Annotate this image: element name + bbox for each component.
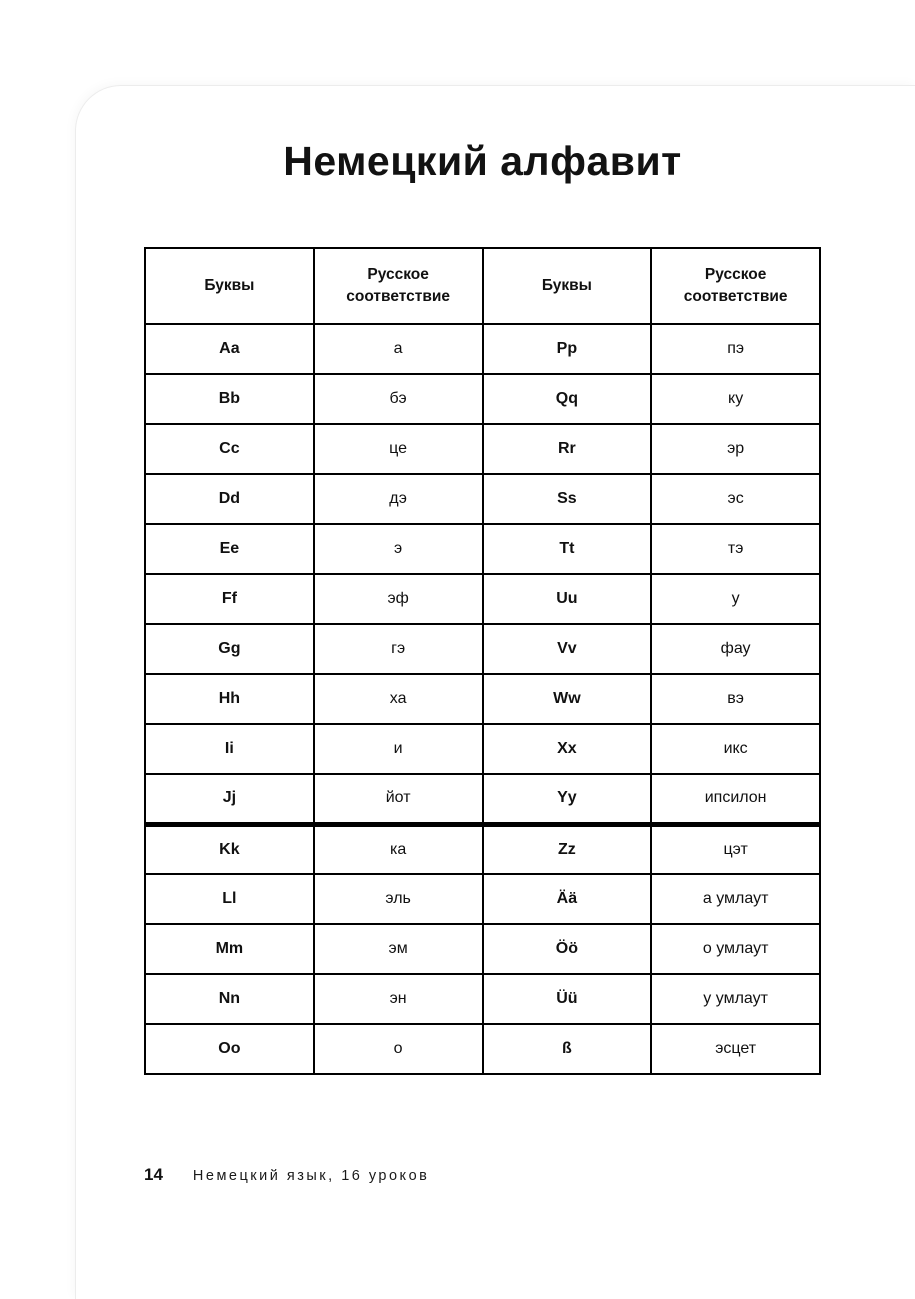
pronunciation-cell: эф <box>314 574 483 624</box>
letter-cell: Mm <box>145 924 314 974</box>
table-row <box>145 924 820 974</box>
letter-cell: Ii <box>145 724 314 774</box>
letter-cell: Rr <box>483 424 652 474</box>
table-row <box>145 474 820 524</box>
pronunciation-cell: бэ <box>314 374 483 424</box>
pronunciation-cell: ха <box>314 674 483 724</box>
pronunciation-cell: эм <box>314 924 483 974</box>
pronunciation-cell: йот <box>314 774 483 824</box>
pronunciation-cell: у <box>651 574 820 624</box>
page-footer <box>144 1165 821 1185</box>
letter-cell: Oo <box>145 1024 314 1074</box>
letter-cell: Pp <box>483 324 652 374</box>
letter-cell: Hh <box>145 674 314 724</box>
pronunciation-cell: пэ <box>651 324 820 374</box>
pronunciation-cell: о умлаут <box>651 924 820 974</box>
pronunciation-cell: а <box>314 324 483 374</box>
pronunciation-cell: эн <box>314 974 483 1024</box>
letter-cell: Xx <box>483 724 652 774</box>
pronunciation-cell: у умлаут <box>651 974 820 1024</box>
letter-cell: Uu <box>483 574 652 624</box>
table-row <box>145 624 820 674</box>
letter-cell: Üü <box>483 974 652 1024</box>
table-body <box>145 324 820 1074</box>
letter-cell: Nn <box>145 974 314 1024</box>
pronunciation-cell: а умлаут <box>651 874 820 924</box>
table-row <box>145 424 820 474</box>
pronunciation-cell: о <box>314 1024 483 1074</box>
table-row <box>145 724 820 774</box>
table-row <box>145 1024 820 1074</box>
letter-cell: Vv <box>483 624 652 674</box>
letter-cell: Bb <box>145 374 314 424</box>
book-page <box>75 85 915 1299</box>
letter-cell: Cc <box>145 424 314 474</box>
table-row <box>145 674 820 724</box>
letter-cell: Ll <box>145 874 314 924</box>
letter-cell: Jj <box>145 774 314 824</box>
letter-cell: Gg <box>145 624 314 674</box>
pronunciation-cell: ка <box>314 824 483 874</box>
pronunciation-cell: цэт <box>651 824 820 874</box>
table-row <box>145 824 820 874</box>
table-row <box>145 874 820 924</box>
pronunciation-cell: эр <box>651 424 820 474</box>
column-header: Русское соответствие <box>314 248 483 324</box>
pronunciation-cell: дэ <box>314 474 483 524</box>
pronunciation-cell: вэ <box>651 674 820 724</box>
pronunciation-cell: ку <box>651 374 820 424</box>
letter-cell: Ss <box>483 474 652 524</box>
letter-cell: Dd <box>145 474 314 524</box>
pronunciation-cell: ипсилон <box>651 774 820 824</box>
letter-cell: Qq <box>483 374 652 424</box>
letter-cell: Tt <box>483 524 652 574</box>
table-row <box>145 774 820 824</box>
alphabet-table <box>144 247 821 1075</box>
letter-cell: Ää <box>483 874 652 924</box>
pronunciation-cell: фау <box>651 624 820 674</box>
letter-cell: Kk <box>145 824 314 874</box>
letter-cell: Ee <box>145 524 314 574</box>
table-row <box>145 324 820 374</box>
letter-cell: Yy <box>483 774 652 824</box>
pronunciation-cell: эль <box>314 874 483 924</box>
page-content <box>144 138 821 1185</box>
pronunciation-cell: гэ <box>314 624 483 674</box>
pronunciation-cell: эсцет <box>651 1024 820 1074</box>
column-header: Буквы <box>145 248 314 324</box>
column-header: Буквы <box>483 248 652 324</box>
pronunciation-cell: и <box>314 724 483 774</box>
letter-cell: Öö <box>483 924 652 974</box>
table-row <box>145 974 820 1024</box>
page-number: 14 <box>144 1165 163 1184</box>
letter-cell: Aa <box>145 324 314 374</box>
letter-cell: Zz <box>483 824 652 874</box>
pronunciation-cell: э <box>314 524 483 574</box>
table-row <box>145 574 820 624</box>
pronunciation-cell: икс <box>651 724 820 774</box>
pronunciation-cell: тэ <box>651 524 820 574</box>
book-title: Немецкий язык, 16 уроков <box>192 1168 430 1184</box>
pronunciation-cell: це <box>314 424 483 474</box>
pronunciation-cell: эс <box>651 474 820 524</box>
column-header: Русское соответствие <box>651 248 820 324</box>
page-title: Немецкий алфавит <box>283 138 682 184</box>
letter-cell: ß <box>483 1024 652 1074</box>
table-header <box>145 248 820 324</box>
letter-cell: Ww <box>483 674 652 724</box>
header-row <box>145 248 820 324</box>
table-row <box>145 374 820 424</box>
letter-cell: Ff <box>145 574 314 624</box>
table-row <box>145 524 820 574</box>
